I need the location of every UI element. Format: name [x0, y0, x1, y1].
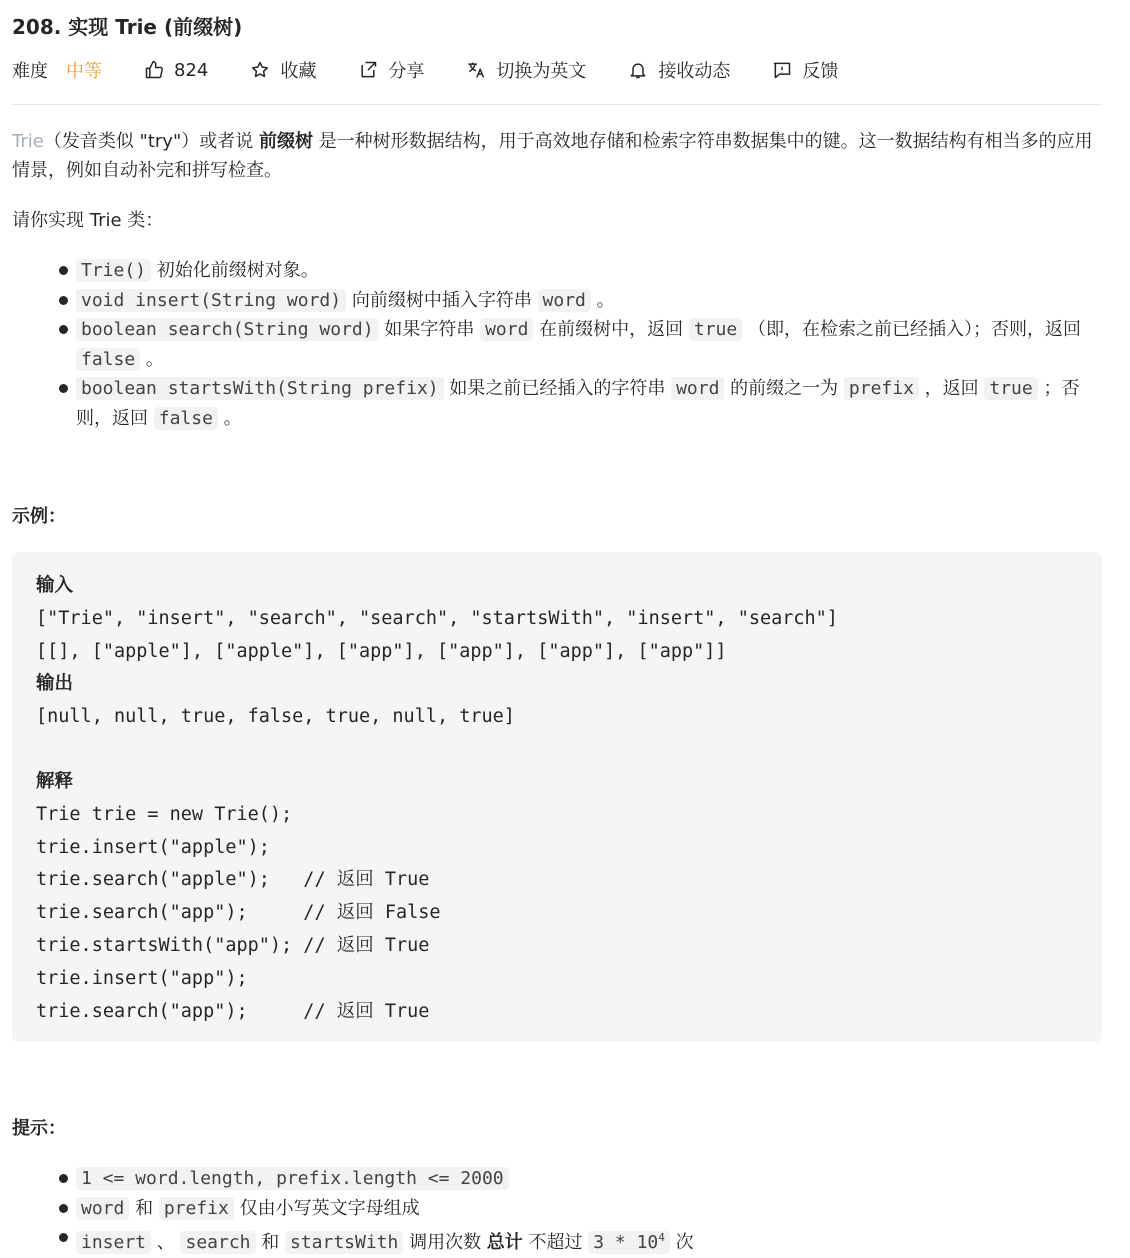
output-label: 输出	[36, 673, 74, 694]
bell-icon	[628, 60, 648, 80]
collect-label: 收藏	[280, 61, 317, 82]
list-text: 在前缀树中，返回	[533, 319, 689, 340]
inline-code: word	[480, 318, 533, 341]
bullet	[59, 266, 68, 275]
bullet	[59, 384, 68, 393]
example-block	[12, 552, 1102, 1042]
inline-code: startsWith	[285, 1231, 403, 1254]
inline-code: void insert(String word)	[76, 289, 346, 312]
constraint-value: 3 * 10	[593, 1232, 659, 1253]
intro-text: 请你实现 Trie 类：	[12, 210, 164, 231]
difficulty-badge: 中等	[66, 61, 102, 82]
example-heading: 示例：	[12, 506, 66, 527]
bullet	[59, 325, 68, 334]
list-text: 如果字符串	[378, 319, 481, 340]
feedback-button[interactable]	[772, 57, 838, 83]
star-icon	[250, 60, 270, 80]
inline-code: boolean search(String word)	[76, 318, 379, 341]
list-text: 向前缀树中插入字符串	[346, 289, 538, 311]
trie-link[interactable]: Trie	[12, 131, 44, 152]
list-text: 不超过	[522, 1232, 589, 1253]
list-text: 。	[140, 348, 164, 370]
inline-code: boolean startsWith(String prefix)	[76, 377, 444, 400]
list-item	[12, 1223, 1102, 1258]
difficulty-label: 难度	[12, 61, 48, 82]
description-text-1: （发音类似 "try"）或者说	[43, 131, 259, 152]
switch-language-button[interactable]	[466, 57, 586, 83]
explain-label: 解释	[36, 771, 74, 792]
inline-code: word	[76, 1197, 129, 1220]
output-values: [null, null, true, false, true, null, true]	[36, 706, 515, 727]
problem-title: 208. 实现 Trie (前缀树)	[12, 15, 243, 39]
share-button[interactable]	[358, 57, 424, 83]
list-text: 的前缀之一为	[724, 378, 844, 399]
inline-code: false	[154, 407, 218, 430]
list-item	[12, 374, 1102, 433]
list-text: 。	[590, 289, 615, 311]
explain-line: trie.insert("app");	[36, 968, 248, 989]
subscribe-label: 接收动态	[658, 61, 731, 82]
inline-code: true	[984, 377, 1037, 400]
list-text: 调用次数	[403, 1232, 487, 1253]
list-item	[12, 1164, 1102, 1194]
list-text: （即，在检索之前已经插入）；否则，返回	[742, 319, 1081, 340]
description-text-2: 是一种树形数据结构，用于高效地存储和检索字符串数据集中的键。这一数据结构有相当多的应用情景，例如自动补完和拼写检查。	[12, 131, 1093, 181]
input-arguments: [[], ["apple"], ["apple"], ["app"], ["app"], ["app"], ["app"]]	[36, 641, 727, 662]
input-label: 输入	[36, 575, 74, 596]
explain-line: trie.search("apple"); // 返回 True	[36, 869, 430, 890]
bullet	[59, 296, 68, 305]
explain-line: trie.search("app"); // 返回 False	[36, 902, 441, 923]
list-text: 、	[151, 1232, 181, 1253]
list-text: 和	[255, 1232, 285, 1253]
like-count: 824	[174, 59, 209, 81]
translate-icon	[466, 60, 486, 80]
list-item	[12, 1194, 1102, 1224]
hints-list	[12, 1164, 1102, 1258]
inline-code: word	[671, 377, 724, 400]
collect-button[interactable]	[250, 57, 316, 83]
superscript: 4	[658, 1231, 665, 1244]
bullet	[59, 1233, 68, 1242]
list-text: 如果之前已经插入的字符串	[443, 378, 672, 399]
bold-text: 总计	[486, 1232, 523, 1253]
hints-heading: 提示：	[12, 1118, 66, 1139]
inline-code: false	[76, 348, 140, 371]
inline-code: prefix	[159, 1197, 234, 1220]
divider	[12, 104, 1102, 105]
method-list	[12, 256, 1102, 433]
inline-code: prefix	[844, 377, 919, 400]
like-button[interactable]	[144, 60, 208, 81]
inline-code: word	[538, 289, 591, 312]
explain-line: Trie trie = new Trie();	[36, 804, 293, 825]
switch-language-label: 切换为英文	[496, 61, 587, 82]
subscribe-button[interactable]	[628, 57, 730, 83]
bullet	[59, 1174, 68, 1183]
list-text: 仅由小写英文字母组成	[233, 1197, 420, 1219]
share-icon	[358, 60, 378, 80]
list-text: 初始化前缀树对象。	[151, 260, 319, 281]
list-item	[12, 256, 1102, 286]
explain-line: trie.search("app"); // 返回 True	[36, 1001, 430, 1022]
thumbs-up-icon	[144, 60, 164, 80]
description-bold: 前缀树	[258, 131, 313, 152]
input-operations: ["Trie", "insert", "search", "search", "startsWith", "insert", "search"]	[36, 608, 838, 629]
list-text: 次	[669, 1232, 694, 1253]
list-item	[12, 286, 1102, 316]
feedback-label: 反馈	[802, 61, 839, 82]
feedback-icon	[772, 60, 792, 80]
list-text: ，返回	[918, 378, 985, 399]
inline-code: true	[689, 318, 742, 341]
list-text: 和	[129, 1197, 159, 1219]
bullet	[59, 1204, 68, 1213]
problem-description	[12, 127, 1104, 185]
problem-meta-bar	[12, 56, 838, 84]
list-item	[12, 315, 1102, 374]
explain-line: trie.startsWith("app"); // 返回 True	[36, 935, 430, 956]
inline-code: insert	[76, 1231, 151, 1254]
inline-code: Trie()	[76, 259, 151, 282]
list-text: ；否则，返回	[76, 378, 1080, 429]
share-label: 分享	[388, 61, 425, 82]
list-text: 。	[217, 407, 242, 429]
inline-code: 1 <= word.length, prefix.length <= 2000	[76, 1167, 509, 1190]
inline-code: search	[180, 1231, 255, 1254]
inline-code	[588, 1231, 670, 1254]
explain-line: trie.insert("apple");	[36, 837, 270, 858]
